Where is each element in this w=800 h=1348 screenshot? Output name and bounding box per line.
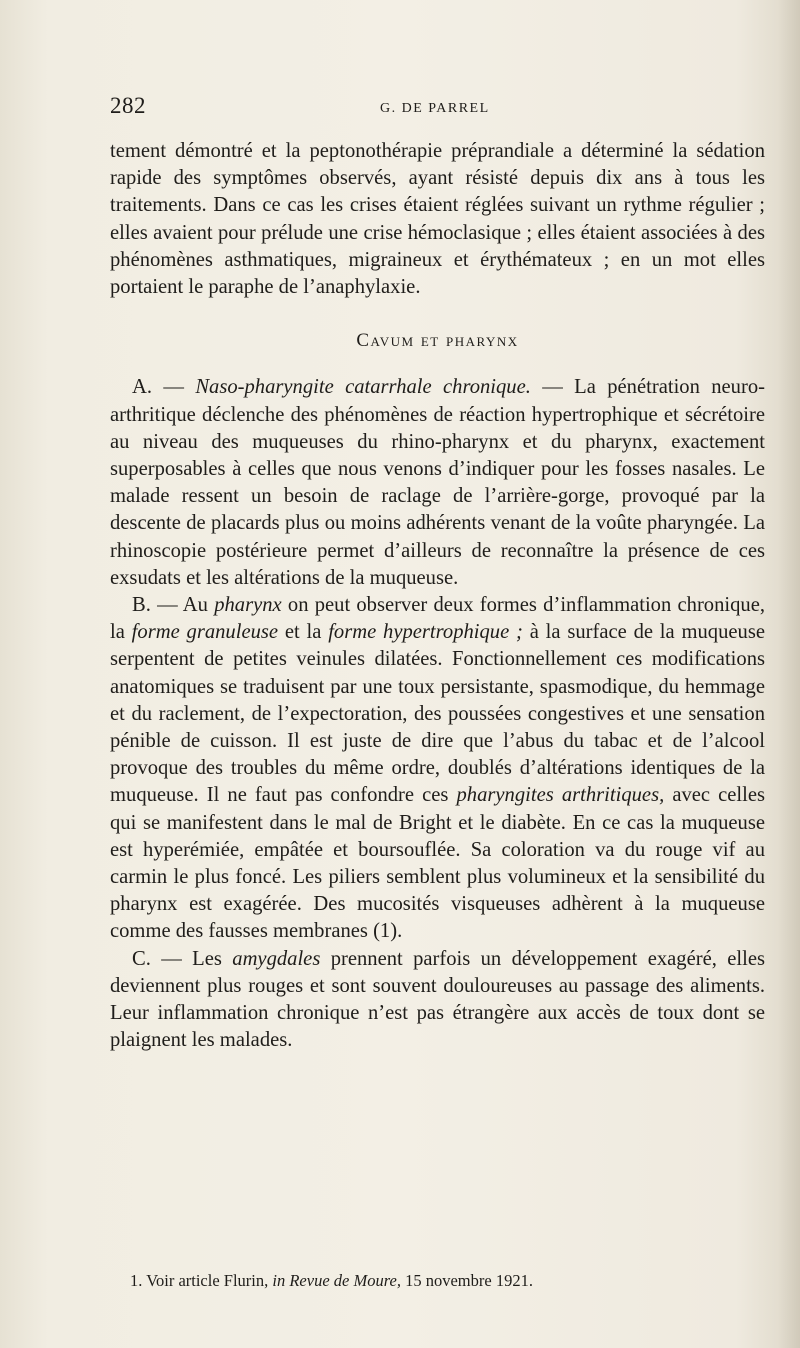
footnote-text-2: 15 novembre 1921. xyxy=(400,1271,533,1290)
footnote xyxy=(130,1270,770,1292)
section-b-marker: B. — Au xyxy=(132,594,215,617)
running-head: G. DE PARREL xyxy=(380,101,490,116)
section-title: Cavum et pharynx xyxy=(356,330,519,352)
footnote-italic: in Revue de Moure, xyxy=(272,1271,401,1290)
page-header xyxy=(110,93,768,123)
footnote-text-1: 1. Voir article Flurin, xyxy=(130,1271,273,1290)
paragraph-continuation: tement démontré et la peptonothérapie préprandiale a déterminé la sédation rapide des symptômes observés, ayant résisté depuis dix ans à tous les traitements. Dans ce cas les crises étaient réglées suivant un rythme régulier ; elles avaient pour prélude une crise hémoclasique ; elles étaient associées à des phénomènes asthmatiques, migraineux et érythémateux ; en un mot elles portaient le paraphe de l’anaphylaxie. xyxy=(110,140,765,299)
section-c-italic-1: amygdales xyxy=(232,947,321,970)
paragraph-section-a xyxy=(110,374,765,592)
section-b-text-2: et la xyxy=(278,621,329,644)
section-b-italic-3: forme hypertrophique ; xyxy=(328,621,523,644)
paragraph-section-b xyxy=(110,592,765,946)
section-b-text-3: à la surface de la muqueuse serpentent de petites veinules dilatées. Fonctionnellement ces modifications anatomiques se traduisent par une toux persistante, spasmodique, du hemmage et du raclement, de l’expectoration, des poussées congestives et une sensation pénible de cuisson. Il est juste de dire que l’abus du tabac et de l’alcool provoque des troubles du même ordre, doublés d’altérations identiques de la muqueuse. Il ne faut pas confondre ces xyxy=(110,621,765,807)
section-b-italic-4: pharyngites arthritiques, xyxy=(456,784,665,807)
page-edge-shadow xyxy=(778,0,800,1348)
section-a-text: — La pénétration neuro-arthritique déclenche des phénomènes de réaction hypertrophique et sécrétoire au niveau des muqueuses du rhino-pharynx et du pharynx, exactement superposables à celles que nous venons d’indiquer pour les fosses nasales. Le malade ressent un besoin de raclage de l’arrière-gorge, provoqué par la descente de placards plus ou moins adhérents venant de la voûte pharyngée. La rhinoscopie postérieure permet d’ailleurs de reconnaître la présence de ces exsudats et les altérations de la muqueuse. xyxy=(110,376,765,589)
page-number: 282 xyxy=(110,93,146,118)
section-c-marker: C. — Les xyxy=(132,947,233,970)
section-b-text-1: on peut observer deux formes d’inflammation chronique, la xyxy=(110,594,765,644)
section-b-text-4: avec celles qui se manifestent dans le mal de Bright et le diabète. En ce cas la muqueuse est hyperémiée, empâtée et boursouflée. Sa coloration va du rouge vif au carmin le plus foncé. Les piliers semblent plus volumineux et la sensibilité du pharynx est exagérée. Des mucosités visqueuses adhèrent à la muqueuse comme des fausses membranes (1). xyxy=(110,784,765,943)
paragraph-section-c xyxy=(110,946,765,1055)
section-a-title: Naso-pharyngite catarrhale chronique. xyxy=(195,376,531,399)
section-b-italic-2: forme granuleuse xyxy=(131,621,279,644)
body-text xyxy=(110,138,765,1055)
section-b-italic-1: pharynx xyxy=(214,594,282,617)
section-a-marker: A. — xyxy=(132,376,196,399)
section-c-text-1: prennent parfois un développement exagéré, elles deviennent plus rouges et sont souvent douloureuses au passage des aliments. Leur inflammation chronique n’est pas étrangère aux accès de toux dont se plaignent les malades. xyxy=(110,947,765,1052)
